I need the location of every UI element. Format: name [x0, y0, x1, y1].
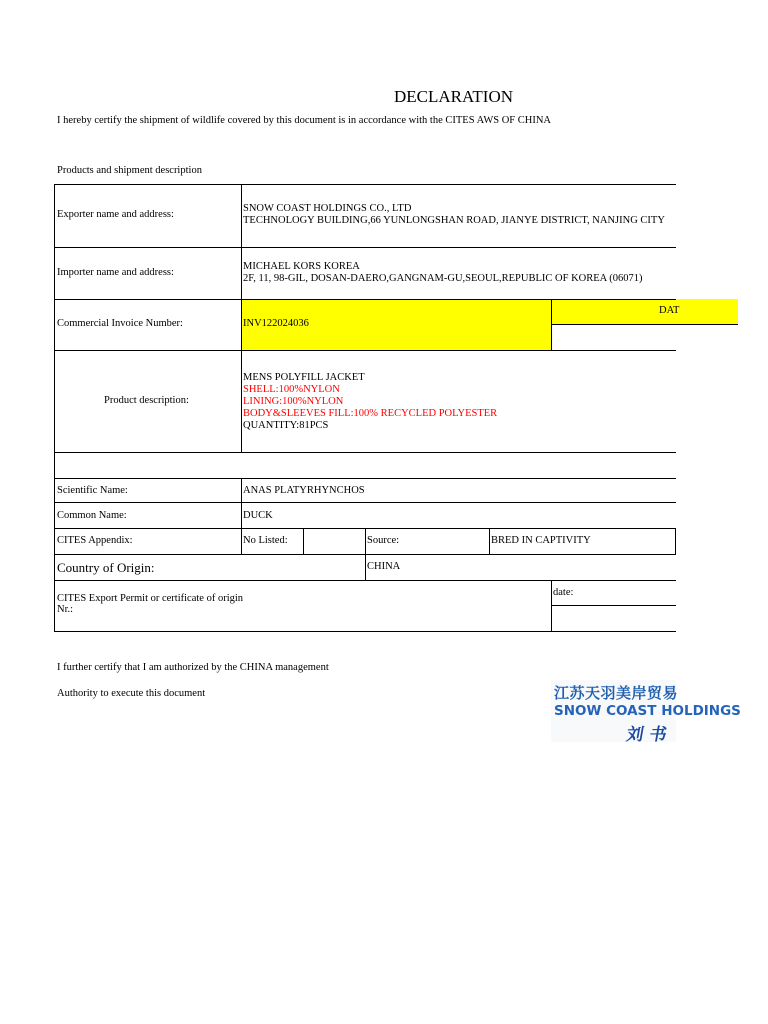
stamp-company-en: SNOW COAST HOLDINGS [554, 703, 741, 719]
cites-appendix-label: CITES Appendix: [57, 535, 133, 546]
scientific-name-label: Scientific Name: [57, 485, 128, 496]
cites-appendix-value: No Listed: [243, 535, 288, 546]
invoice-number: INV122024036 [243, 318, 309, 329]
product-line: BODY&SLEEVES FILL:100% RECYCLED POLYESTER [243, 408, 498, 419]
stamp-company-cn: 江苏天羽美岸贸易 [554, 684, 679, 702]
importer-name: MICHAEL KORS KOREA [243, 261, 360, 272]
product-line: SHELL:100%NYLON [243, 384, 340, 395]
invoice-label: Commercial Invoice Number: [57, 318, 183, 329]
intro-text: I hereby certify the shipment of wildlife covered by this document is in accordance with the CITES AWS OF CHINA [57, 115, 551, 126]
importer-value [243, 261, 676, 285]
source-value: BRED IN CAPTIVITY [491, 535, 591, 546]
stamp-signature: 刘 书 [624, 725, 669, 745]
company-stamp-image [551, 680, 741, 745]
product-description [243, 372, 497, 432]
permit-date-label: date: [553, 587, 574, 598]
common-name-value: DUCK [243, 510, 273, 521]
importer-label: Importer name and address: [57, 267, 174, 278]
product-line: MENS POLYFILL JACKET [243, 372, 365, 383]
product-label: Product description: [104, 395, 189, 406]
section-label: Products and shipment description [57, 165, 202, 176]
document-title: DECLARATION [394, 87, 513, 106]
exporter-name: SNOW COAST HOLDINGS CO., LTD [243, 203, 412, 214]
permit-label: CITES Export Permit or certificate of origin [57, 593, 244, 604]
exporter-value [243, 203, 676, 227]
country-of-origin-label: Country of Origin: [57, 560, 155, 575]
source-label: Source: [367, 535, 400, 546]
footer-line-2: Authority to execute this document [57, 688, 206, 699]
product-line: LINING:100%NYLON [243, 396, 344, 407]
invoice-date-label: DAT [659, 305, 680, 316]
product-line: QUANTITY:81PCS [243, 420, 329, 431]
scientific-name-value: ANAS PLATYRHYNCHOS [243, 485, 365, 496]
date-highlight [551, 299, 738, 324]
exporter-label: Exporter name and address: [57, 209, 174, 220]
importer-address: 2F, 11, 98-GIL, DOSAN-DAERO,GANGNAM-GU,SEOUL,REPUBLIC OF KOREA (06071) [243, 273, 643, 284]
permit-nr-label: Nr.: [57, 604, 74, 615]
exporter-address: TECHNOLOGY BUILDING,66 YUNLONGSHAN ROAD, JIANYE DISTRICT, NANJING CITY [243, 215, 665, 226]
footer-line-1: I further certify that I am authorized by the CHINA management [57, 662, 329, 673]
common-name-label: Common Name: [57, 510, 127, 521]
country-of-origin-value: CHINA [367, 561, 401, 572]
